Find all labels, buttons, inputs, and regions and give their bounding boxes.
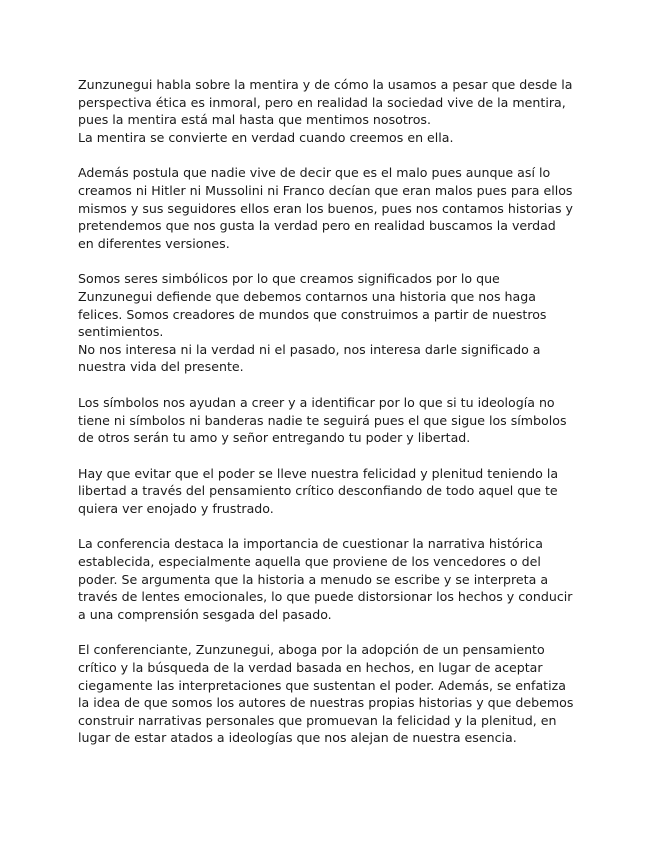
text-line: mismos y sus seguidores ellos eran los buenos, pues nos contamos historias y bbox=[78, 200, 573, 216]
text-line: Somos seres simbólicos por lo que creamos significados por lo que bbox=[78, 271, 500, 287]
paragraph-4 bbox=[78, 394, 590, 447]
text-line: quiera ver enojado y frustrado. bbox=[78, 500, 274, 516]
text-line: través de lentes emocionales, lo que puede distorsionar los hechos y conducir bbox=[78, 589, 573, 605]
text-line: No nos interesa ni la verdad ni el pasado, nos interesa darle significado a bbox=[78, 341, 541, 357]
text-line: a una comprensión sesgada del pasado. bbox=[78, 606, 332, 622]
text-line: felices. Somos creadores de mundos que construimos a partir de nuestros bbox=[78, 306, 547, 322]
paragraph-6 bbox=[78, 535, 590, 623]
text-line: de otros serán tu amo y señor entregando tu poder y libertad. bbox=[78, 430, 471, 446]
text-line: pretendemos que nos gusta la verdad pero en realidad buscamos la verdad bbox=[78, 218, 556, 234]
text-line: nuestra vida del presente. bbox=[78, 359, 244, 375]
text-line: creamos ni Hitler ni Mussolini ni Franco decían que eran malos pues para ellos bbox=[78, 182, 573, 198]
text-line: poder. Se argumenta que la historia a menudo se escribe y se interpreta a bbox=[78, 571, 549, 587]
text-line: Hay que evitar que el poder se lleve nuestra felicidad y plenitud teniendo la bbox=[78, 465, 559, 481]
text-line: El conferenciante, Zunzunegui, aboga por la adopción de un pensamiento bbox=[78, 642, 545, 658]
text-line: tiene ni símbolos ni banderas nadie te seguirá pues el que sigue los símbolos bbox=[78, 412, 567, 428]
paragraph-5 bbox=[78, 465, 590, 518]
paragraph-1 bbox=[78, 76, 590, 146]
text-line: Los símbolos nos ayudan a creer y a identificar por lo que si tu ideología no bbox=[78, 394, 555, 410]
paragraph-3 bbox=[78, 270, 590, 376]
text-line: ciegamente las interpretaciones que sustentan el poder. Además, se enfatiza bbox=[78, 677, 566, 693]
text-line: Zunzunegui defiende que debemos contarnos una historia que nos haga bbox=[78, 288, 536, 304]
document-page bbox=[78, 76, 590, 765]
text-line: La mentira se convierte en verdad cuando creemos en ella. bbox=[78, 129, 454, 145]
text-line: sentimientos. bbox=[78, 324, 164, 340]
text-line: La conferencia destaca la importancia de cuestionar la narrativa histórica bbox=[78, 536, 543, 552]
text-line: Además postula que nadie vive de decir que es el malo pues aunque así lo bbox=[78, 165, 551, 181]
text-line: pues la mentira está mal hasta que mentimos nosotros. bbox=[78, 112, 431, 128]
text-line: Zunzunegui habla sobre la mentira y de cómo la usamos a pesar que desde la bbox=[78, 77, 573, 92]
text-line: lugar de estar atados a ideologías que nos alejan de nuestra esencia. bbox=[78, 730, 517, 746]
text-line: crítico y la búsqueda de la verdad basada en hechos, en lugar de aceptar bbox=[78, 660, 543, 676]
text-line: perspectiva ética es inmoral, pero en realidad la sociedad vive de la mentira, bbox=[78, 94, 566, 110]
text-line: libertad a través del pensamiento crítico desconfiando de todo aquel que te bbox=[78, 483, 558, 499]
text-line: en diferentes versiones. bbox=[78, 235, 230, 251]
text-line: construir narrativas personales que promuevan la felicidad y la plenitud, en bbox=[78, 712, 557, 728]
text-line: establecida, especialmente aquella que proviene de los vencedores o del bbox=[78, 554, 541, 570]
paragraph-7 bbox=[78, 641, 590, 747]
paragraph-2 bbox=[78, 164, 590, 252]
text-line: la idea de que somos los autores de nuestras propias historias y que debemos bbox=[78, 695, 574, 711]
